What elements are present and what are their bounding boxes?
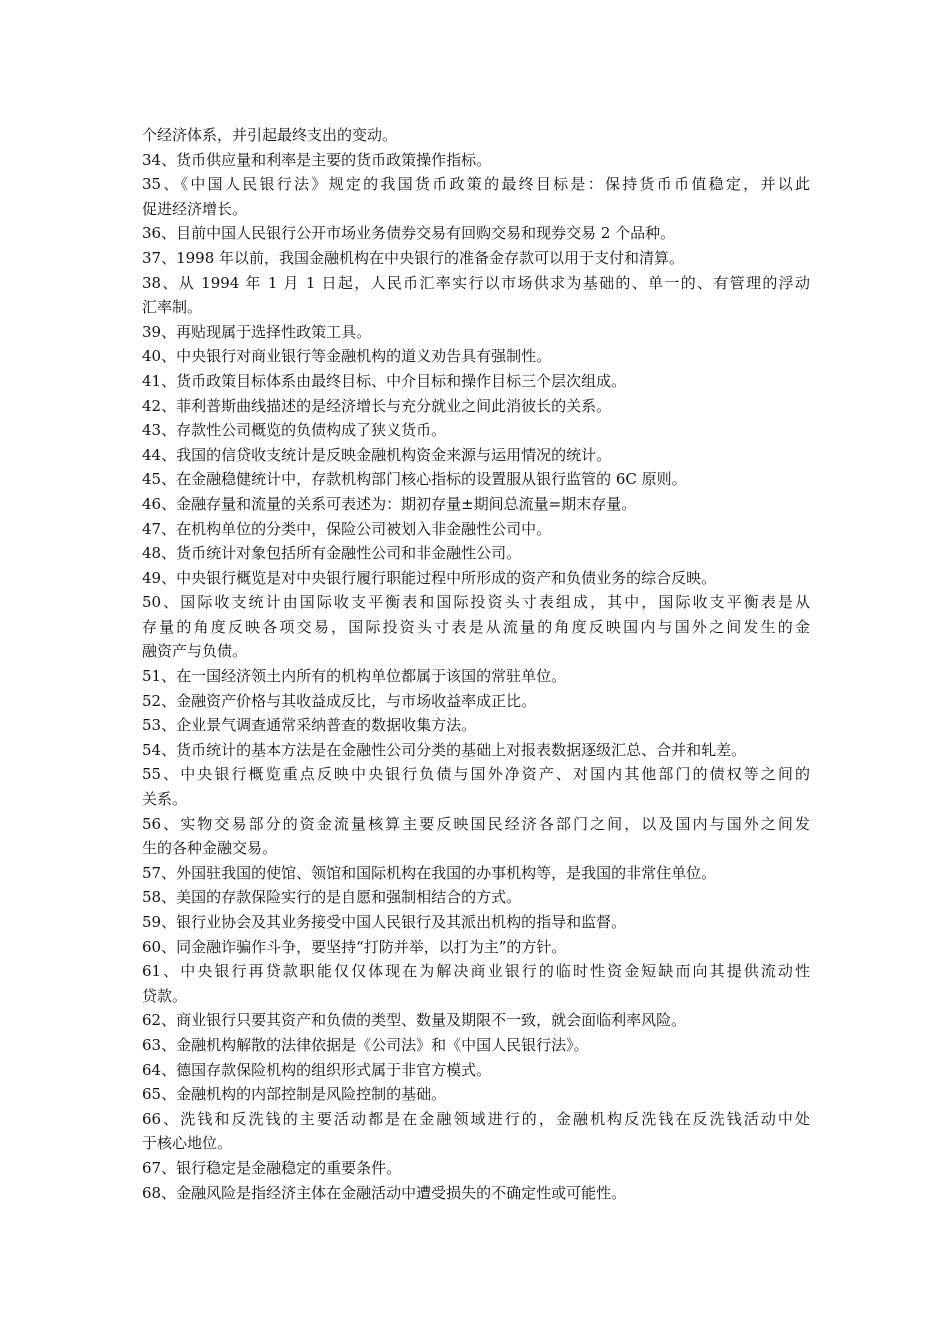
statement-line: 生的各种金融交易。 xyxy=(142,839,278,858)
statement-line: 46、金融存量和流量的关系可表述为：期初存量±期间总流量=期末存量。 xyxy=(142,494,637,513)
statement-line: 52、金融资产价格与其收益成反比，与市场收益率成正比。 xyxy=(142,691,537,710)
statement-line: 35、《中国人民银行法》规定的我国货币政策的最终目标是：保持货币币值稳定，并以此 xyxy=(142,175,810,194)
statement-line: 48、货币统计对象包括所有金融性公司和非金融性公司。 xyxy=(142,544,522,563)
statement-line: 51、在一国经济领土内所有的机构单位都属于该国的常驻单位。 xyxy=(142,667,567,686)
statement-item xyxy=(142,738,810,763)
statement-item xyxy=(142,689,810,714)
statement-item xyxy=(142,246,810,271)
statement-line: 融资产与负债。 xyxy=(142,642,248,661)
statement-item xyxy=(142,959,810,1008)
statement-line: 于核心地位。 xyxy=(142,1134,233,1153)
statement-item xyxy=(142,148,810,173)
statement-item xyxy=(142,394,810,419)
statement-line: 58、美国的存款保险实行的是自愿和强制相结合的方式。 xyxy=(142,888,522,907)
statement-line: 36、目前中国人民银行公开市场业务债券交易有回购交易和现券交易 2 个品种。 xyxy=(142,224,676,243)
statement-line: 促进经济增长。 xyxy=(142,199,248,218)
statement-line: 42、菲利普斯曲线描述的是经济增长与充分就业之间此消彼长的关系。 xyxy=(142,396,612,415)
statement-line: 44、我国的信贷收支统计是反映金融机构资金来源与运用情况的统计。 xyxy=(142,445,612,464)
statement-item xyxy=(142,1181,810,1206)
statement-line: 61、中央银行再贷款职能仅仅体现在为解决商业银行的临时性资金短缺而向其提供流动性 xyxy=(142,962,810,981)
statement-item xyxy=(142,935,810,960)
statement-item xyxy=(142,443,810,468)
statement-line: 54、货币统计的基本方法是在金融性公司分类的基础上对报表数据逐级汇总、合并和轧差。 xyxy=(142,740,747,759)
statement-line: 49、中央银行概览是对中央银行履行职能过程中所形成的资产和负债业务的综合反映。 xyxy=(142,568,717,587)
statement-line: 57、外国驻我国的使馆、领馆和国际机构在我国的办事机构等，是我国的非常住单位。 xyxy=(142,863,717,882)
statement-item xyxy=(142,590,810,664)
statement-item xyxy=(142,492,810,517)
statement-item xyxy=(142,541,810,566)
statement-line: 55、中央银行概览重点反映中央银行负债与国外净资产、对国内其他部门的债权等之间的 xyxy=(142,765,810,784)
statement-item xyxy=(142,271,810,320)
statement-line: 56、实物交易部分的资金流量核算主要反映国民经济各部门之间，以及国内与国外之间发 xyxy=(142,814,810,833)
statement-item xyxy=(142,910,810,935)
statement-item xyxy=(142,566,810,591)
statement-line: 37、1998 年以前，我国金融机构在中央银行的准备金存款可以用于支付和清算。 xyxy=(142,248,685,267)
document-body xyxy=(142,123,810,1205)
statement-item xyxy=(142,517,810,542)
statement-line: 50、国际收支统计由国际收支平衡表和国际投资头寸表组成，其中，国际收支平衡表是从 xyxy=(142,593,810,612)
statement-line: 汇率制。 xyxy=(142,298,203,317)
statement-item xyxy=(142,172,810,221)
statement-line: 39、再贴现属于选择性政策工具。 xyxy=(142,322,372,341)
statement-item xyxy=(142,369,810,394)
statement-line: 60、同金融诈骗作斗争，要坚持“打防并举，以打为主”的方针。 xyxy=(142,937,567,956)
statement-item xyxy=(142,885,810,910)
statement-item xyxy=(142,344,810,369)
statement-line: 53、企业景气调查通常采纳普查的数据收集方法。 xyxy=(142,716,477,735)
statement-line: 关系。 xyxy=(142,790,188,809)
statement-line: 47、在机构单位的分类中，保险公司被划入非金融性公司中。 xyxy=(142,519,552,538)
statement-line: 65、金融机构的内部控制是风险控制的基础。 xyxy=(142,1085,447,1104)
statement-item xyxy=(142,1082,810,1107)
statement-line: 67、银行稳定是金融稳定的重要条件。 xyxy=(142,1158,402,1177)
statement-item xyxy=(142,467,810,492)
statement-item xyxy=(142,812,810,861)
statement-item xyxy=(142,320,810,345)
statement-line: 63、金融机构解散的法律依据是《公司法》和《中国人民银行法》。 xyxy=(142,1035,589,1054)
statement-item xyxy=(142,762,810,811)
statement-item xyxy=(142,861,810,886)
statement-line: 34、货币供应量和利率是主要的货币政策操作指标。 xyxy=(142,150,492,169)
statement-line: 66、洗钱和反洗钱的主要活动都是在金融领域进行的，金融机构反洗钱在反洗钱活动中处 xyxy=(142,1109,810,1128)
statement-line: 存量的角度反映各项交易，国际投资头寸表是从流量的角度反映国内与国外之间发生的金 xyxy=(142,617,810,636)
statement-line: 贷款。 xyxy=(142,986,188,1005)
continuation-text: 个经济体系，并引起最终支出的变动。 xyxy=(142,126,398,144)
statement-item xyxy=(142,1107,810,1156)
statement-line: 62、商业银行只要其资产和负债的类型、数量及期限不一致，就会面临利率风险。 xyxy=(142,1011,687,1030)
statement-item xyxy=(142,664,810,689)
statement-line: 68、金融风险是指经济主体在金融活动中遭受损失的不确定性或可能性。 xyxy=(142,1183,627,1202)
statement-line: 40、中央银行对商业银行等金融机构的道义劝告具有强制性。 xyxy=(142,347,552,366)
statement-line: 38、从 1994 年 1 月 1 日起，人民币汇率实行以市场供求为基础的、单一的、有管理的浮动 xyxy=(142,273,810,292)
statement-item xyxy=(142,221,810,246)
statement-item xyxy=(142,1033,810,1058)
statement-item xyxy=(142,713,810,738)
statement-item xyxy=(142,1008,810,1033)
statement-line: 41、货币政策目标体系由最终目标、中介目标和操作目标三个层次组成。 xyxy=(142,371,627,390)
statement-list xyxy=(142,148,810,1206)
statement-item xyxy=(142,1156,810,1181)
statement-line: 59、银行业协会及其业务接受中国人民银行及其派出机构的指导和监督。 xyxy=(142,913,627,931)
statement-line: 45、在金融稳健统计中，存款机构部门核心指标的设置服从银行监管的 6C 原则。 xyxy=(142,470,687,489)
statement-line: 43、存款性公司概览的负债构成了狭义货币。 xyxy=(142,421,447,440)
statement-line: 64、德国存款保险机构的组织形式属于非官方模式。 xyxy=(142,1060,492,1079)
statement-item xyxy=(142,1058,810,1083)
statement-item xyxy=(142,418,810,443)
